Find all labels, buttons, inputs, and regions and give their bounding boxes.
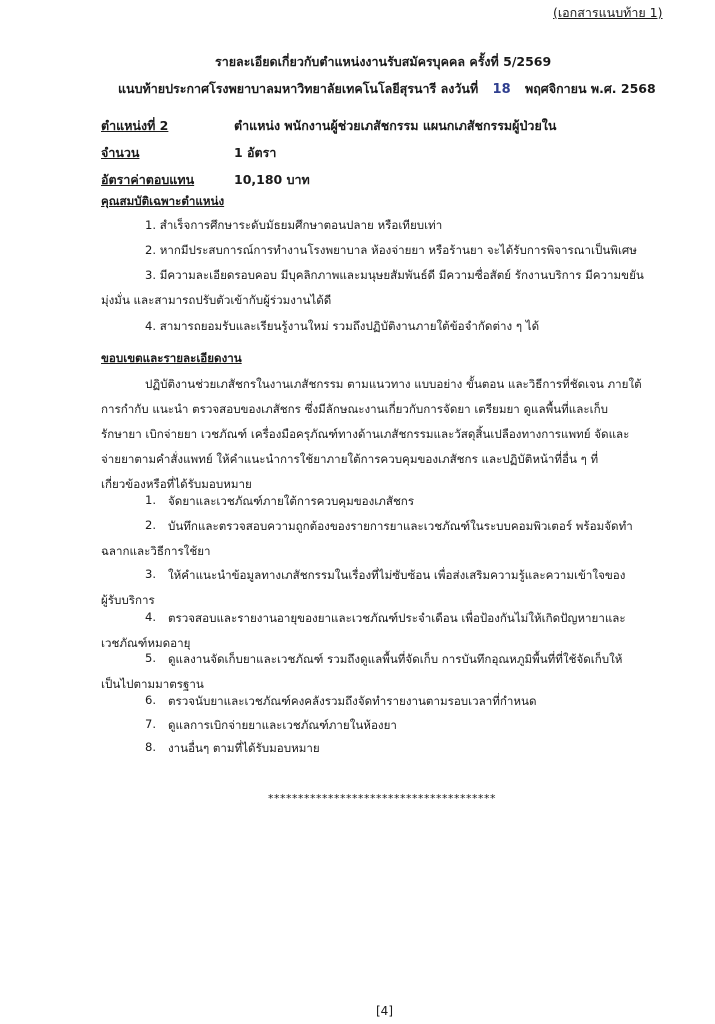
qualification-item: 3. มีความละเอียดรอบคอบ มีบุคลิกภาพและมนุษยสัมพันธ์ดี มีความซื่อสัตย์ รักงานบริการ มีความขยัน — [145, 268, 644, 282]
duty-number: 3. — [145, 567, 157, 581]
qualification-item: 1. สำเร็จการศึกษาระดับมัธยมศึกษาตอนปลาย หรือเทียบเท่า — [145, 218, 443, 232]
qualification-item: 2. หากมีประสบการณ์การทำงานโรงพยาบาล ห้องจ่ายยา หรือร้านยา จะได้รับการพิจารณาเป็นพิเศษ — [145, 243, 637, 257]
qualification-item: 4. สามารถยอมรับและเรียนรู้งานใหม่ รวมถึงปฏิบัติงานภายใต้ข้อจำกัดต่าง ๆ ได้ — [145, 319, 540, 333]
duty-text: ให้คำแนะนำข้อมูลทางเภสัชกรรมในเรื่องที่ไม่ซับซ้อน เพื่อส่งเสริมความรู้และความเข้าใจของ — [168, 568, 626, 582]
duty-number: 8. — [145, 740, 157, 754]
scope-paragraph-line: ปฏิบัติงานช่วยเภสัชกรในงานเภสัชกรรม ตามแนวทาง แบบอย่าง ขั้นตอน และวิธีการที่ชัดเจน ภายใต้ — [145, 377, 642, 391]
attachment-label: (เอกสารแนบท้าย 1) — [553, 5, 663, 20]
scope-heading: ขอบเขตและรายละเอียดงาน — [101, 351, 242, 365]
duty-text: ดูแลงานจัดเก็บยาและเวชภัณฑ์ รวมถึงดูแลพื้นที่จัดเก็บ การบันทึกอุณหภูมิพื้นที่ที่ใช้จัดเก็บให้ — [168, 652, 623, 666]
subtitle-suffix: พฤศจิกายน พ.ศ. 2568 — [525, 81, 656, 96]
duty-text: ตรวจสอบและรายงานอายุของยาและเวชภัณฑ์ประจำเดือน เพื่อป้องกันไม่ให้เกิดปัญหายาและ — [168, 611, 626, 625]
scope-paragraph-line: เกี่ยวข้องหรือที่ได้รับมอบหมาย — [101, 477, 252, 491]
duty-number: 6. — [145, 693, 157, 707]
duty-text: งานอื่นๆ ตามที่ได้รับมอบหมาย — [168, 741, 320, 755]
salary-value: 10,180 บาท — [234, 172, 310, 187]
separator-line: ************************************** — [268, 792, 496, 805]
scope-paragraph-line: การกำกับ แนะนำ ตรวจสอบของเภสัชกร ซึ่งมีลักษณะงานเกี่ยวกับการจัดยา เตรียมยา ดูแลพื้นที่และเก็บ — [101, 402, 608, 416]
duty-text-continued: ผู้รับบริการ — [101, 593, 155, 607]
duty-number: 1. — [145, 493, 157, 507]
subtitle-prefix: แนบท้ายประกาศโรงพยาบาลมหาวิทยาลัยเทคโนโลยีสุรนารี ลงวันที่ — [118, 81, 479, 96]
qualification-item-continued: มุ่งมั่น และสามารถปรับตัวเข้ากับผู้ร่วมงานได้ดี — [101, 293, 332, 307]
position-label: ตำแหน่งที่ 2 — [101, 118, 169, 133]
duty-text-continued: ฉลากและวิธีการใช้ยา — [101, 544, 211, 558]
page-number: [4] — [376, 1004, 393, 1018]
duty-text: บันทึกและตรวจสอบความถูกต้องของรายการยาและเวชภัณฑ์ในระบบคอมพิวเตอร์ พร้อมจัดทำ — [168, 519, 633, 533]
quantity-label: จำนวน — [101, 145, 140, 160]
duty-number: 2. — [145, 518, 157, 532]
qualifications-heading: คุณสมบัติเฉพาะตำแหน่ง — [101, 194, 225, 208]
salary-label: อัตราค่าตอบแทน — [101, 172, 195, 187]
duty-number: 7. — [145, 717, 157, 731]
position-value: ตำแหน่ง พนักงานผู้ช่วยเภสัชกรรม แผนกเภสัชกรรมผู้ป่วยใน — [234, 118, 557, 133]
duty-text: ดูแลการเบิกจ่ายยาและเวชภัณฑ์ภายในห้องยา — [168, 718, 397, 732]
scope-paragraph-line: จ่ายยาตามคำสั่งแพทย์ ให้คำแนะนำการใช้ยาภายใต้การควบคุมของเภสัชกร และปฏิบัติหน้าที่อื่น ๆ ที่ — [101, 452, 599, 466]
document-title: รายละเอียดเกี่ยวกับตำแหน่งงานรับสมัครบุคคล ครั้งที่ 5/2569 — [215, 54, 552, 69]
document-subtitle — [118, 79, 656, 99]
quantity-value: 1 อัตรา — [234, 145, 277, 160]
duty-text: ตรวจนับยาและเวชภัณฑ์คงคลังรวมถึงจัดทำรายงานตามรอบเวลาที่กำหนด — [168, 694, 537, 708]
scope-paragraph-line: รักษายา เบิกจ่ายยา เวชภัณฑ์ เครื่องมือครุภัณฑ์ทางด้านเภสัชกรรมและวัสดุสิ้นเปลืองทางการแพทย์ จัดและ — [101, 427, 630, 441]
duty-text-continued: เป็นไปตามมาตรฐาน — [101, 677, 204, 691]
duty-text: จัดยาและเวชภัณฑ์ภายใต้การควบคุมของเภสัชกร — [168, 494, 415, 508]
handwritten-day: 18 — [492, 82, 511, 97]
duty-number: 5. — [145, 651, 157, 665]
duty-text-continued: เวชภัณฑ์หมดอายุ — [101, 636, 191, 650]
duty-number: 4. — [145, 610, 157, 624]
